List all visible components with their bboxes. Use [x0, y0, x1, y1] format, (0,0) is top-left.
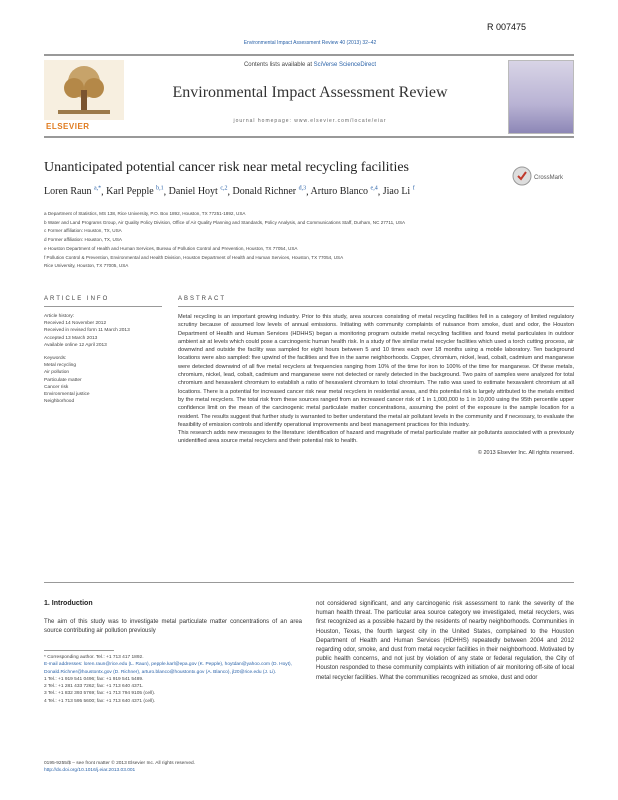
footnote-rule [44, 650, 114, 651]
affiliation: e Houston Department of Health and Human Services, Bureau of Pollution Control and Prevention, Houston, TX 77054, USA [44, 245, 298, 251]
header-rule-top [44, 54, 574, 56]
footnote-emails[interactable]: E-mail addresses: loren.raun@rice.edu (L. Raun), pepple.karl@epa.gov (K. Pepple), hoytdan@yahoo.com (D. Hoyt), Donald.Richner@houstontx.gov (D. Richner), arturo.blanco@houstontx.gov (A. Blanco), jl20@rice.edu (J. Li). [44, 662, 292, 675]
elsevier-logo [44, 60, 124, 130]
journal-homepage[interactable]: journal homepage: www.elsevier.com/locate/eiar [233, 118, 387, 124]
author[interactable]: Arturo Blanco $^{e,4}$ [310, 186, 378, 198]
crossmark-label: CrossMark [534, 175, 564, 181]
article-title: Unanticipated potential cancer risk near metal recycling facilities [44, 160, 409, 175]
history-item: Accepted 13 March 2013 [44, 335, 98, 341]
contents-prefix: Contents lists available at [243, 62, 312, 68]
issn-block [44, 760, 302, 775]
keyword: Particulate matter [44, 377, 82, 383]
intro-right-text: not considered significant, and any carcinogenic risk assessment to rank the severity of the human health threat. The particular area source category we investigated, metal recyclers, was first recognized as a possible hazard by the residents of nearby neighborhoods. Communities in Houston, Texas, the fourth largest city in the United States, complained to the Houston Department of Health and Human Services (HDHHS) repeatedly between 2004 and 2012 regarding odor, smoke, and dust from metal recycler facilities in their neighborhood. Motivated by public health concerns, and not just by violation of any state or federal regulation, the City of Houston responded to these community complaints with initiation of air monitoring off-site of local metal recycler facilities. What the communities recognized as smoke, dust and odor [316, 601, 574, 681]
affiliations [44, 210, 574, 271]
abstract-rule [178, 306, 574, 307]
footnote: 4 Tel.: +1 713 595 5600; fax: +1 713 640 4371 (cell). [44, 698, 156, 704]
affiliation: d Former affiliation: Houston, TX, USA [44, 237, 122, 243]
affiliation: a Department of Statistics, MS 138, Rice University, P.O. Box 1892, Houston, TX 77251-1892, USA [44, 211, 246, 216]
footnote: * Corresponding author. Tel.: +1 713 417 1892. [44, 655, 144, 660]
elsevier-tree-icon [44, 60, 124, 120]
footnote: 1 Tel.: +1 919 541 0496; fax: +1 919 541 5489. [44, 676, 144, 682]
history-label: Article history: [44, 314, 75, 319]
affiliation: Rice University, Houston, TX 77005, USA [44, 263, 129, 269]
article-info-rule [44, 306, 162, 307]
keyword: Air pollution [44, 370, 70, 376]
abstract-copyright: © 2013 Elsevier Inc. All rights reserved. [477, 449, 574, 456]
footnote: 2 Tel.: +1 281 433 7262; fax: +1 713 640 4371. [44, 684, 144, 690]
keyword: Cancer risk [44, 384, 69, 390]
abstract-paragraph: This research adds new messages to the literature: identification of hazard and magnitude of metal particulate matter air pollutants associated with a previously unidentified area source metal recyclers and their potential risk to health. [178, 430, 574, 445]
footnotes [44, 654, 302, 705]
keyword: Neighborhood [44, 399, 75, 405]
sciencedirect-link[interactable]: SciVerse ScienceDirect [313, 62, 377, 68]
abstract-column [178, 296, 574, 456]
author-list: Loren Raun $^{a,*}$, Karl Pepple $^{b,1}$, Daniel Hoyt $^{c,2}$, Donald Richner $^{d,3}$, Arturo Blanco $^{e,4}$, Jiao Li $^f$ [44, 186, 415, 198]
abstract-heading: ABSTRACT [178, 296, 227, 302]
history-item: Received 14 November 2012 [44, 321, 107, 327]
footnote: 3 Tel.: +1 832 393 5769; fax: +1 713 794 9105 (cell). [44, 691, 156, 697]
document-stamp: R 007475 [487, 22, 527, 32]
abstract-paragraph: Metal recycling is an important growing industry. Prior to this study, area sources consisting of metal recycling facilities fell in a category of limited regulatory scrutiny because of assumed low levels of annual emissions. Initiating with community complaints of nuisance from smoke, dust and odor, the Houston Department of Health and Human Services (HDHHS) began a monitoring program outside metal recycling facilities and found metal particulates in outdoor ambient air at levels which could pose a carcinogenic human health risk. In a study of five similar metal recycler facilities which used a torch cutting process, air downwind and outside the facility was sampled for eight hours between 5 and 10 times each over 18 months using a mobile laboratory. Ten background locations were also sampled: five upwind of the facilities and five in the same neighborhoods. Copper, chromium, nickel, lead, cobalt, cadmium and manganese were detected downwind of all five metal recyclers at frequencies ranging from 10% of the time for iron to 100% of the time for manganese. Of these metals, chromium, nickel, lead, cobalt, cadmium and manganese were not detected or rarely detected in the background. Two pairs of samples were analyzed for total chromium and hexavalent chromium to establish a ratio of hexavalent chromium to total chromium. The ratio was used to estimate hexavalent chromium at all locations. There is a potential for increased cancer risk near metal recyclers in residential areas, and this potential risk is largely attributed to the metals emitted by the metal recyclers. The total risk from these sources ranged from an increased cancer risk of 1 in 1,000,000 to 1 in 10,000 using the 95th percentile upper confidence limit on the mean of the carcinogenic metal particulate matter concentrations, assuming the point of the exposure is the sample location for a resident. The results suggest that further study is warranted to better understand the metal air pollutant levels in the community and if necessary, to evaluate the feasibility of emission controls and identify operational improvements and best management practices for this industry. [178, 314, 574, 428]
journal-cover-image [508, 60, 574, 134]
author[interactable]: Daniel Hoyt $^{c,2}$ [168, 186, 228, 198]
article-info-heading: ARTICLE INFO [44, 296, 110, 302]
affiliation: b Water and Land Programs Group, Air Quality Policy Division, Office of Air Quality Planning and Standards, Policy Analysis, and Communications Staff, Durham, NC 27711, USA [44, 219, 406, 225]
intro-left-text: The aim of this study was to investigate metal particulate matter concentrations of an area source contributing air pollution previously [44, 619, 302, 635]
author[interactable]: Jiao Li $^f$ [382, 186, 415, 198]
abstract-bottom-rule [44, 582, 574, 583]
crossmark-badge[interactable] [512, 164, 572, 188]
publisher-name: ELSEVIER [46, 122, 90, 131]
header-rule-bottom [44, 136, 574, 138]
keyword: Environmental justice [44, 392, 90, 398]
history-item: Received in revised form 11 March 2013 [44, 328, 130, 334]
contents-line [220, 62, 400, 68]
author[interactable]: Loren Raun $^{a,*}$ [44, 186, 102, 198]
affiliation: c Former affiliation: Houston, TX, USA [44, 228, 122, 234]
affiliation: f Pollution Control & Prevention, Environmental and Health Division, Houston Department of Health and Human Services, Houston, TX 77054, USA [44, 254, 344, 260]
journal-title: Environmental Impact Assessment Review [172, 84, 448, 101]
history-item: Available online 12 April 2013 [44, 342, 107, 348]
keywords-label: Keywords: [44, 356, 67, 362]
doi-link[interactable]: http://dx.doi.org/10.1016/j.eiar.2013.03.001 [44, 768, 136, 774]
keyword: Metal recycling [44, 363, 76, 369]
journal-citation[interactable]: Environmental Impact Assessment Review 40 (2013) 32–42 [243, 40, 377, 46]
author[interactable]: Donald Richner $^{d,3}$ [232, 186, 307, 198]
issn-line: 0195-9255/$ – see front matter © 2013 Elsevier Inc. All rights reserved. [44, 761, 195, 766]
article-info-column [44, 296, 162, 405]
section-heading: 1. Introduction [44, 600, 93, 607]
author[interactable]: Karl Pepple $^{b,1}$ [106, 186, 164, 198]
